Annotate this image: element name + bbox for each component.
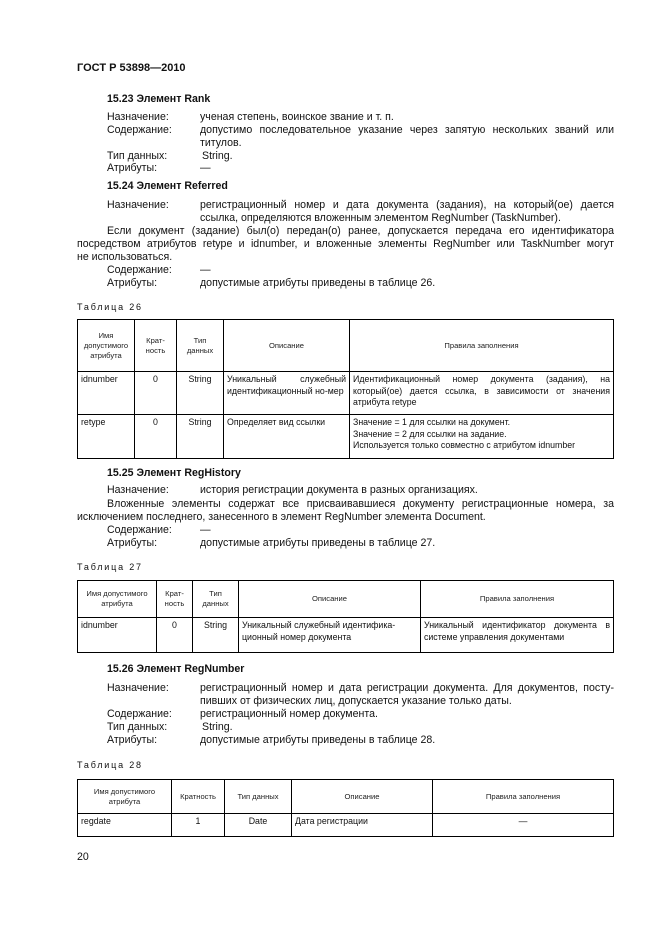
cell-description: Уникальный служебный идентифика-ционный номер документа [239,618,421,653]
field-value: ученая степень, воинское звание и т. п. [200,111,394,123]
field-label: Назначение: [107,199,169,211]
cell-rules: Уникальный идентификатор документа в системе управления документами [421,618,614,653]
cell-description: Определяет вид ссылки [224,415,350,459]
field-label: Атрибуты: [107,734,158,746]
column-header: Кратность [172,780,225,814]
paragraph-line: Если документ (задание) был(о) передан(о) ранее, допускается передача его идентификатора [107,225,614,237]
field-value: допустимые атрибуты приведены в таблице 28. [200,734,436,746]
rules-line: Значение = 2 для ссылки на задание. [353,428,507,439]
field-label: Атрибуты: [107,537,158,549]
cell-description: Уникальный служебный идентификационный но-мер [224,372,350,415]
field-label: Тип данных: [107,150,168,162]
field-label: Атрибуты: [107,277,158,289]
field-value: регистрационный номер и дата документа (задания), на который(ое) дается [200,199,614,211]
cell-multiplicity: 0 [157,618,193,653]
table-26 [77,319,614,459]
cell-name: idnumber [78,372,135,415]
table-row [78,814,614,837]
field-value: String. [202,721,233,733]
rules-line: Используется только совместно с атрибутом idnumber [353,440,576,450]
field-value: — [200,162,211,174]
cell-rules: — [433,814,614,837]
field-value: допустимые атрибуты приведены в таблице 26. [200,277,436,289]
table-row [78,372,614,415]
table-caption: Таблица 28 [77,760,143,770]
field-value: титулов. [200,137,242,149]
field-value: ссылка, определяются вложенным элементом RegNumber (TaskNumber). [200,212,561,224]
paragraph-line: посредством атрибутов retype и idnumber, и вложенные элементы RegNumber или TaskNumber могут [77,238,614,250]
column-header: Имя допустимого атрибута [78,320,135,372]
paragraph-line: Вложенные элементы содержат все присваивавшиеся документу регистрационные номера, за [107,498,614,510]
field-value: регистрационный номер документа. [200,708,378,720]
table-row [78,618,614,653]
section-heading: 15.23 Элемент Rank [107,93,211,105]
cell-type: String [193,618,239,653]
field-value: пивших от физических лиц, допускается указание только даты. [200,695,512,707]
field-value: допустимые атрибуты приведены в таблице 27. [200,537,436,549]
table-28 [77,779,614,837]
cell-type: String [177,415,224,459]
page-number: 20 [77,851,89,863]
column-header: Описание [224,320,350,372]
column-header: Правила заполнения [433,780,614,814]
cell-type: Date [225,814,292,837]
field-label: Содержание: [107,524,172,536]
column-header: Описание [239,581,421,618]
cell-rules: Идентификационный номер документа (задания), на который(ое) дается ссылка, в зависимости от значения атрибута retype [350,372,614,415]
cell-name: idnumber [78,618,157,653]
column-header: Правила заполнения [350,320,614,372]
column-header: Крат-ность [135,320,177,372]
cell-multiplicity: 0 [135,372,177,415]
column-header: Имя допустимого атрибута [78,780,172,814]
field-value: допустимо последовательное указание через запятую нескольких званий или [200,124,614,136]
cell-multiplicity: 1 [172,814,225,837]
column-header: Имя допустимого атрибута [78,581,157,618]
field-value: String. [202,150,233,162]
field-label: Назначение: [107,111,169,123]
field-value: — [200,264,211,276]
rules-line: Значение = 1 для ссылки на документ. [353,417,511,427]
cell-name: retype [78,415,135,459]
table-27 [77,580,614,653]
cell-name: regdate [78,814,172,837]
column-header: Правила заполнения [421,581,614,618]
cell-rules [350,415,614,459]
field-label: Содержание: [107,708,172,720]
table-caption: Таблица 27 [77,562,143,572]
table-caption: Таблица 26 [77,302,143,312]
section-heading: 15.25 Элемент RegHistory [107,467,241,479]
cell-description: Дата регистрации [292,814,433,837]
field-label: Содержание: [107,124,172,136]
cell-type: String [177,372,224,415]
section-heading: 15.24 Элемент Referred [107,180,228,192]
column-header: Описание [292,780,433,814]
field-value: регистрационный номер и дата регистрации документа. Для документов, посту- [200,682,614,694]
document-header: ГОСТ Р 53898—2010 [77,62,186,74]
section-heading: 15.26 Элемент RegNumber [107,663,245,675]
field-label: Назначение: [107,484,169,496]
column-header: Крат-ность [157,581,193,618]
column-header: Тип данных [225,780,292,814]
field-label: Атрибуты: [107,162,158,174]
field-label: Назначение: [107,682,169,694]
paragraph-line: не использоваться. [77,251,173,263]
column-header: Тип данных [193,581,239,618]
field-label: Содержание: [107,264,172,276]
field-value: — [200,524,211,536]
column-header: Тип данных [177,320,224,372]
field-value: история регистрации документа в разных организациях. [200,484,478,496]
paragraph-line: исключением последнего, занесенного в элемент RegNumber элемента Document. [77,511,486,523]
field-label: Тип данных: [107,721,168,733]
table-row [78,415,614,459]
cell-multiplicity: 0 [135,415,177,459]
